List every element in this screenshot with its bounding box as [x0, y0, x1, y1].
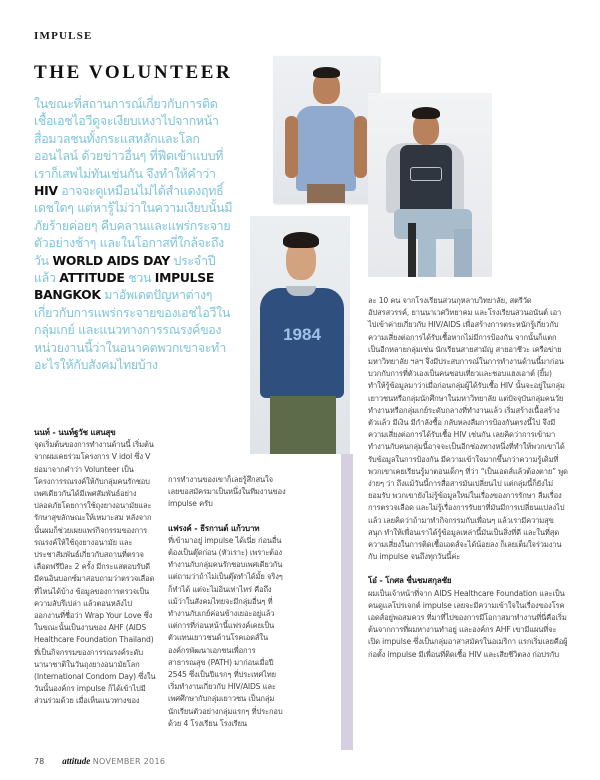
intro-text: ประจำปีแล้ว: [34, 252, 216, 286]
interview-body: ผมเป็นเจ้าหน้าที่จาก AIDS Healthcare Foundation และเป็นคนดูแลโปรเจกต์ impulse เลยจะมีความเข้าใจในเรื่องของโรคเอดส์อยู่พอสมควร ที่มาที่ไปของการมีโอกาสมาทำงานที่นี่คือเริ่มต้นจากการที่ผมหางานทำอยู่ และองค์กร AHF เขามีแผนที่จะเปิด impulse ซึ่งเป็นกลุ่มอาสาสมัครในอเมริกา แรกเริ่มเลยคือผู้ก่อตั้ง impulse มีเพื่อนที่ติดเชื้อ HIV และเสียชีวิตลง ก่อปรกับ: [368, 588, 568, 659]
photo-volunteer-blue-shirt: [273, 56, 379, 203]
column-3: [368, 295, 568, 673]
intro-highlight-hiv: HIV: [34, 183, 58, 199]
page-footer: [34, 756, 165, 766]
issue-date: NOVEMBER 2016: [92, 757, 166, 766]
interview-nont: [34, 427, 156, 708]
column-2: [168, 474, 286, 742]
interviewee-name: แฟรงค์ - ธีรกานต์ แก้วบาท: [168, 523, 260, 533]
intro-highlight-attitude: ATTITUDE: [59, 270, 125, 286]
photo-volunteer-1984-sweater: [250, 216, 350, 454]
interview-frank: [168, 523, 286, 730]
intro-highlight-world-aids-day: WORLD AIDS DAY: [52, 252, 170, 268]
sweater-print: 1984: [283, 325, 321, 344]
intro-text: ในขณะที่สถานการณ์เกี่ยวกับการติดเชื้อเอชไอวีดูจะเงียบเหงาไปจากหน้าสื่อมวลชนทั้งกระแสหลักและโลกออนไลน์ ด้วยข่าวอื่นๆ ที่ฟีดเข้าแบบที่เราก็เสพไม่ทันเช่นกัน จึงทำให้คำว่า: [34, 96, 224, 181]
continued-text: ละ 10 คน จากโรงเรียนสวนกุหลาบวิทยาลัย, สตรีวัดอัปสรสวรรค์, ยานนาเวศวิทยาคม และโรงเรียนสวนอนันต์ เอาไปเข้าค่ายเกี่ยวกับ HIV/AIDS เพื่อสร้างการตระหนักรู้เกี่ยวกับความเสี่ยงต่อการได้รับเชื้อหากไม่มีการป้องกัน จากนั้นก็แตกเป็นอีกหลายกลุ่มเช่น นักเรียนสายสามัญ สายอาชีวะ เครือข่ายมหาวิทยาลัย ฯลฯ จึงมีประสบการณ์ในการทำงานด้านนี้มาก่อน บวกกับการที่ตัวเองเป็นคนชอบเที่ยวและชอบแฮงเอาต์ (ยิ้ม) ทำให้รู้ข้อมูลมาว่าเมื่อก่อนกลุ่มผู้ได้รับเชื้อ HIV นั้นจะอยู่ในกลุ่มเยาวชนหรือกลุ่มนักศึกษาในมหาวิทยาลัย แต่ปัจจุบันกลุ่มคนวัยทำงานหรือกลุ่มเกย์ระดับกลางที่ทำงานแล้ว เริ่มสร้างเนื้อสร้างตัวแล้ว มีเงิน มีกำลังซื้อ กลับหลงลืมการป้องกันตรงนี้ไป จึงมีความเสี่ยงต่อการได้รับเชื้อ HIV เช่นกัน เลยคิดว่าการเข้ามาทำงานกับคนกลุ่มนี้อาจจะเป็นอีกช่องทางหนึ่งที่ทำให้พวกเขาได้รับข้อมูลในการป้องกัน มีความเข้าใจมากขึ้นกว่าความรู้เดิมที่พวกเขาเคยเรียนรู้มาตอนเด็กๆ ที่ว่า “เป็นเอดส์แล้วต้องตาย” พูดง่ายๆ ว่า ถึงแม้วันนี้การสื่อสารมันเปลี่ยนไป แต่กลุ่มนี้ก็ยังไม่ยอมรับ พวกเขายังไม่รู้ข้อมูลใหม่ในเรื่องของการรักษา ลืมเรื่องการตรวจเลือด และไม่รู้เรื่องการรับยาที่มันมีการเปลี่ยนแปลงไปแล้ว เลยคิดว่าถ้ามาทำกิจกรรมกับเพื่อนๆ แล้วเรามีความสุข สนุก ทำให้เพื่อนเราได้รู้ข้อมูลเหล่านี้มันเป็นสิ่งที่ดี และในที่สุดความเสี่ยงในการติดเชื้อเอดส์จะได้น้อยลง ก็เลยเต็มใจร่วมงานกับ impulse จนถึงทุกวันนี้ค่ะ: [368, 296, 568, 562]
interview-body: ที่เข้ามาอยู่ impulse ได้เนี่ย ก่อนอื่นต้องเป็นตุ๊ดก่อน (หัวเราะ) เพราะต้องทำงานกับกลุ่มคนรักชอบเพศเดียวกัน แต่ถามว่าถ้าไม่เป็นตุ๊ดทำได้มั้ย จริงๆ ก็ทำได้ แต่จะไม่อินเท่าไหร่ คือถึงแม้ว่าในสังคมไทยจะมีกลุ่มอื่นๆ ที่ทำงานกับเกย์ค่อนข้างเยอะอยู่แล้ว แต่การที่ก่อนหน้านี้แฟรงค์เคยเป็นตัวแทนเยาวชนด้านโรคเอดส์ในองค์กรพัฒนาเอกชนเพื่อการสาธารณสุข (PATH) มาก่อนเมื่อปี 2545 ซึ่งเป็นปีแรกๆ ที่ประเทศไทยเริ่มทำงานเกี่ยวกับ HIV/AIDS และเพศศึกษากับกลุ่มเยาวชน เป็นกลุ่มนักเรียนตัวอย่างกลุ่มแรกๆ ที่ประกอบด้วย 4 โรงเรียน โรงเรียน: [168, 535, 283, 728]
interview-o: [368, 575, 568, 660]
magazine-brand: attitude: [62, 756, 91, 766]
interviewee-name: นนท์ - นนท์ฐวัช แสนสุข: [34, 428, 116, 437]
decorative-strip: [341, 454, 353, 750]
intro-highlight-impulse-bangkok: IMPULSE BANGKOK: [34, 270, 215, 303]
photo-volunteer-seated: [368, 93, 492, 277]
page-number: 78: [34, 757, 45, 766]
intro-text: ชวน: [124, 270, 155, 286]
intro-paragraph: [34, 95, 234, 374]
section-label: IMPULSE: [34, 30, 93, 42]
interviewee-name: โอ๋ - โกศล ชื่นชมสกุลชัย: [368, 576, 452, 586]
intro-text: อาจจะดูเหมือนไม่ได้สำแดงฤทธิ์เดชใดๆ แต่หารู้ไม่ว่าในความเงียบนั้นมีภัยร้ายค่อยๆ คืบคลานและแพร่กระจายตัวอย่างช้าๆ และในโอกาสที่ใกล้จะถึงวัน: [34, 183, 233, 268]
continued-text: การทำงานของเขาก็เลยรู้สึกสนใจ เลยขอสมัครมาเป็นหนึ่งในทีมงานของ impulse ครับ: [168, 475, 286, 509]
column-1: [34, 427, 156, 720]
intro-text: มาอัพเดตปัญหาต่างๆ เกี่ยวกับการแพร่กระจายของเอชไอวีในกลุ่มเกย์ และแนวทางการรณรงค์ของหน่วยงานนี้ว่าในอนาคตพวกเขาจะทำอะไรให้กับสังคมไทยบ้าง: [34, 287, 231, 373]
interview-body: จุดเริ่มต้นของการทำงานด้านนี้ เริ่มต้นจากผมเคยร่วมโครงการ V idol ซึ่ง V ย่อมาจากคำว่า Volunteer เป็นโครงการรณรงค์ให้กับกลุ่มคนรักชอบเพศเดียวกันได้มีเพศสัมพันธ์อย่างปลอดภัยโดยการใช้ถุงยางอนามัยและรักษาสุขลักษณะให้เหมาะสม หลังจากนั้นผมก็ช่วยเผยแพร่กิจกรรมของการรณรงค์ให้ใช้ถุงยางอนามัย และประชาสัมพันธ์เกี่ยวกับสถานที่ตรวจเลือดฟรีปีละ 2 ครั้ง มีกระแสตอบรับดี มีคนอินบอกซ์มาสอบถามว่าตรวจเลือดที่ไหนได้บ้าง ข้อมูลของการตรวจเป็นความลับรึเปล่า แล้วตอนหลังไปออกงานที่ชื่อว่า Wrap Your Love ซึ่งในขณะนั้นเป็นงานของ AHF (AIDS Healthcare Foundation Thailand) ที่เป็นกิจกรรมของการรณรงค์ระดับนานาชาติในวันถุงยางอนามัยโลก (International Condom Day) ซึ่งในวันนั้นองค์กร impulse ก็ได้เข้าไปมีส่วนร่วมด้วย เมื่อเห็นแนวทางของ: [34, 440, 156, 706]
headline: THE VOLUNTEER: [34, 62, 233, 83]
